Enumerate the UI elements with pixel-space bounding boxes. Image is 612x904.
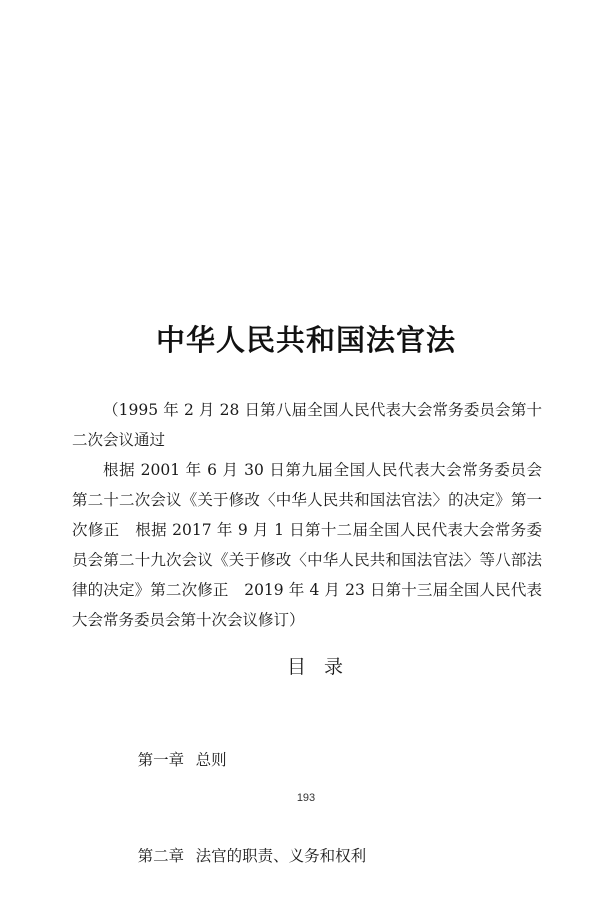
table-of-contents <box>108 712 366 904</box>
preamble <box>72 395 542 635</box>
toc-chapter-title: 法官的职责、义务和权利 <box>195 847 367 865</box>
toc-heading: 目录 <box>286 656 361 678</box>
document-title: 中华人民共和国法官法 <box>155 323 456 357</box>
preamble-paragraph: （1995 年 2 月 28 日第八届全国人民代表大会常务委员会第十二次会议通过 <box>72 401 542 449</box>
page-number: 193 <box>296 792 316 804</box>
toc-chapter-number: 第一章 <box>137 751 185 769</box>
toc-item[interactable] <box>108 808 366 904</box>
toc-chapter-number: 第二章 <box>137 847 185 865</box>
toc-chapter-title: 总则 <box>195 751 227 769</box>
preamble-paragraph: 根据 2001 年 6 月 30 日第九届全国人民代表大会常务委员会第二十二次会议《关于修改〈中华人民共和国法官法〉的决定》第一次修正 根据 2017 年 9 月 1 日第十二届全国人民代表大会常务委员会第二十九次会议《关于修改〈中华人民共和国法官法〉等八部法律的决定》第二次修正 2019 年 4 月 23 日第十三届全国人民代表大会常务委员会第十次会议修订） <box>72 461 542 629</box>
